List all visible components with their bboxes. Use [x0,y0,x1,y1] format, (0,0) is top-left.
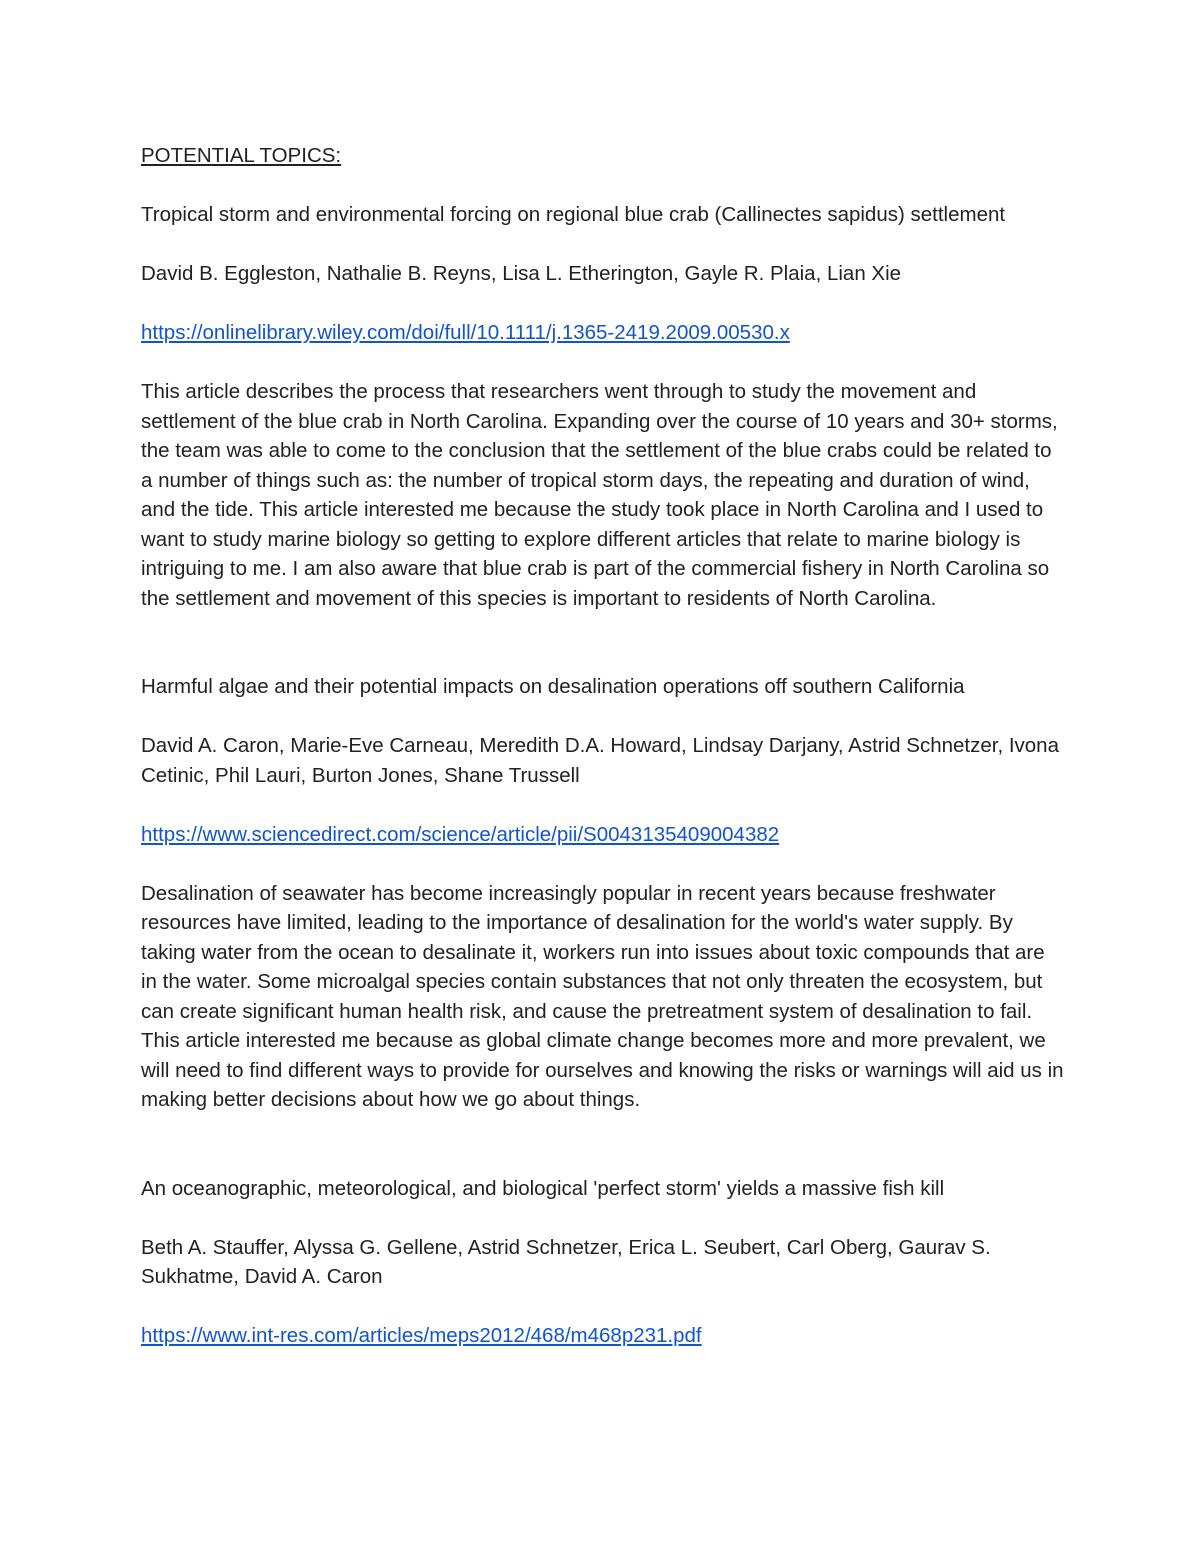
topic-title-2: Harmful algae and their potential impacts on desalination operations off southern California [141,675,965,698]
topic-summary-1: This article describes the process that researchers went through to study the movement and settlement of the blue crab in North Carolina. Expanding over the course of 10 years and 30+ storms, the team was able to come to the conclusion that the settlement of the blue crabs could be related to a number of things such as: the number of tropical storm days, the repeating and duration of wind, and the tide. This article interested me because the study took place in North Carolina and I used to want to study marine biology so getting to explore different articles that relate to marine biology is intriguing to me. I am also aware that blue crab is part of the commercial fishery in North Carolina so the settlement and movement of this species is important to residents of North Carolina. [141,380,1058,610]
topic-entry-2 [141,672,1066,1115]
topic-link-1[interactable]: https://onlinelibrary.wiley.com/doi/full/10.1111/j.1365-2419.2009.00530.x [141,321,790,344]
topic-link-3[interactable]: https://www.int-res.com/articles/meps2012/468/m468p231.pdf [141,1324,702,1347]
topic-entry-1 [141,200,1066,613]
topic-authors-3: Beth A. Stauffer, Alyssa G. Gellene, Astrid Schnetzer, Erica L. Seubert, Carl Oberg, Gaurav S. Sukhatme, David A. Caron [141,1235,991,1288]
topic-authors-1: David B. Eggleston, Nathalie B. Reyns, Lisa L. Etherington, Gayle R. Plaia, Lian Xie [141,262,902,285]
document-heading: POTENTIAL TOPICS: [141,144,342,167]
topic-summary-2: Desalination of seawater has become increasingly popular in recent years because freshwater resources have limited, leading to the importance of desalination for the world's water supply. By taking water from the ocean to desalinate it, workers run into issues about toxic compounds that are in the water. Some microalgal species contain substances that not only threaten the ecosystem, but can create significant human health risk, and cause the pretreatment system of desalination to fail. This article interested me because as global climate change becomes more and more prevalent, we will need to find different ways to provide for ourselves and knowing the risks or warnings will aid us in making better decisions about how we go about things. [141,881,1064,1111]
topic-title-1: Tropical storm and environmental forcing on regional blue crab (Callinectes sapidus) settlement [141,203,1006,226]
document-body [141,141,1066,1380]
topic-entry-3 [141,1174,1066,1351]
topic-authors-2: David A. Caron, Marie-Eve Carneau, Meredith D.A. Howard, Lindsay Darjany, Astrid Schnetzer, Ivona Cetinic, Phil Lauri, Burton Jones, Shane Trussell [141,734,1059,787]
topic-title-3: An oceanographic, meteorological, and biological 'perfect storm' yields a massive fish kill [141,1176,945,1200]
topic-link-2[interactable]: https://www.sciencedirect.com/science/article/pii/S0043135409004382 [141,822,780,846]
